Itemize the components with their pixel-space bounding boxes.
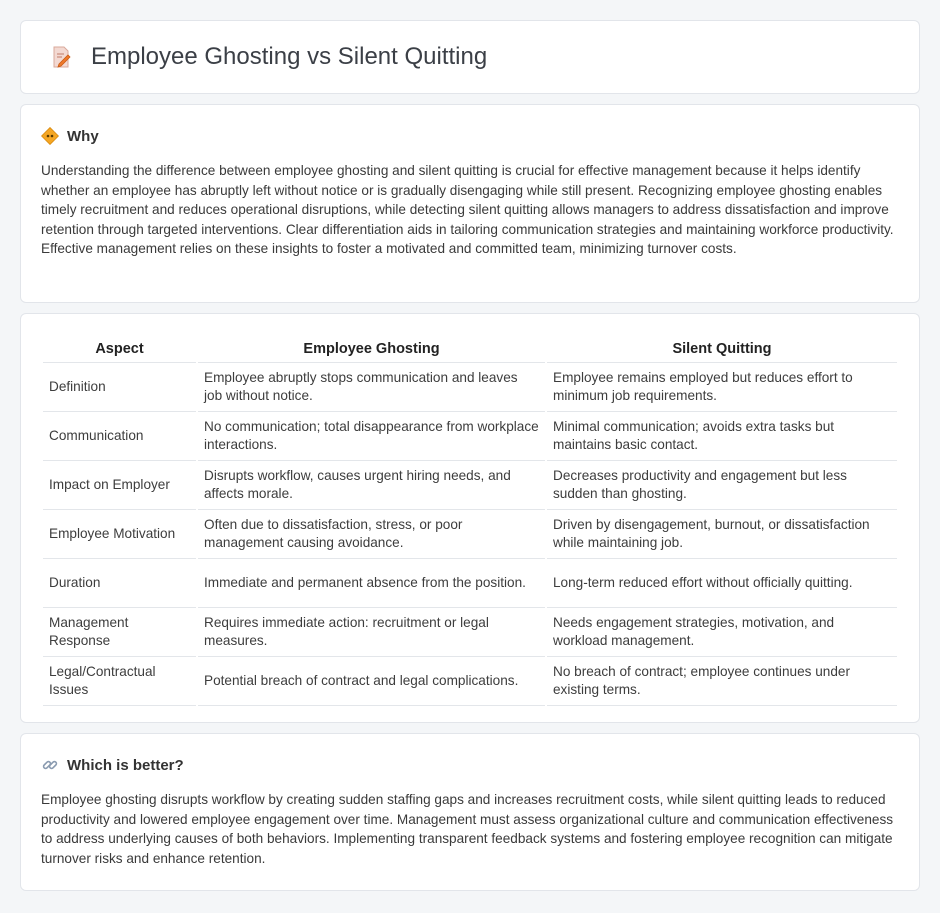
- why-text: Understanding the difference between employee ghosting and silent quitting is crucial for effective management because it helps identify whether an employee has abruptly left without notice or is gradually disengaging while still present. Recognizing employee ghosting enables timely recruitment and reduces operational disruptions, while detecting silent quitting allows managers to address dissatisfaction and improve retention through targeted interventions. Clear differentiation aids in tailoring communication strategies and maintaining workforce productivity. Effective management relies on these insights to foster a motivated and committed team, minimizing turnover costs.: [41, 163, 894, 256]
- comparison-table: [41, 334, 899, 706]
- row-ghosting: Requires immediate action: recruitment or legal measures.: [198, 608, 545, 657]
- header-aspect: Aspect: [43, 334, 196, 363]
- header-silent-quitting: Silent Quitting: [547, 334, 897, 363]
- table-row: [43, 412, 897, 461]
- which-title: Which is better?: [67, 756, 184, 774]
- row-ghosting: Disrupts workflow, causes urgent hiring needs, and affects morale.: [198, 461, 545, 510]
- row-ghosting: Employee abruptly stops communication and leaves job without notice.: [198, 363, 545, 412]
- table-row: [43, 461, 897, 510]
- row-silent: Decreases productivity and engagement but less sudden than ghosting.: [547, 461, 897, 510]
- row-silent: Employee remains employed but reduces effort to minimum job requirements.: [547, 363, 897, 412]
- row-silent: Minimal communication; avoids extra tasks but maintains basic contact.: [547, 412, 897, 461]
- table-row: [43, 608, 897, 657]
- page-title: Employee Ghosting vs Silent Quitting: [91, 43, 488, 70]
- diamond-warning-icon: [41, 127, 59, 145]
- row-ghosting: No communication; total disappearance from workplace interactions.: [198, 412, 545, 461]
- table-row: [43, 510, 897, 559]
- title-card: [20, 20, 920, 94]
- row-aspect: Management Response: [43, 608, 196, 657]
- link-icon: [41, 756, 59, 774]
- why-title: Why: [67, 127, 99, 145]
- table-row: [43, 657, 897, 706]
- row-silent: Needs engagement strategies, motivation, and workload management.: [547, 608, 897, 657]
- table-row: [43, 363, 897, 412]
- row-silent: Long-term reduced effort without officially quitting.: [547, 559, 897, 608]
- row-aspect: Employee Motivation: [43, 510, 196, 559]
- header-employee-ghosting: Employee Ghosting: [198, 334, 545, 363]
- row-ghosting: Immediate and permanent absence from the position.: [198, 559, 545, 608]
- comparison-table-card: [20, 313, 920, 723]
- which-section: [20, 733, 920, 891]
- row-aspect: Definition: [43, 363, 196, 412]
- table-row: [43, 559, 897, 608]
- row-ghosting: Often due to dissatisfaction, stress, or poor management causing avoidance.: [198, 510, 545, 559]
- row-aspect: Duration: [43, 559, 196, 608]
- why-section: [20, 104, 920, 303]
- row-aspect: Communication: [43, 412, 196, 461]
- row-silent: No breach of contract; employee continues under existing terms.: [547, 657, 897, 706]
- row-aspect: Legal/Contractual Issues: [43, 657, 196, 706]
- document-pencil-icon: [49, 45, 73, 69]
- row-ghosting: Potential breach of contract and legal complications.: [198, 657, 545, 706]
- which-text: Employee ghosting disrupts workflow by creating sudden staffing gaps and increases recruitment costs, while silent quitting leads to reduced productivity and lowered employee engagement over time. Management must assess organizational culture and communication effectiveness to address underlying causes of both behaviors. Implementing transparent feedback systems and fostering employee recognition can mitigate turnover risks and enhance retention.: [41, 792, 894, 866]
- row-silent: Driven by disengagement, burnout, or dissatisfaction while maintaining job.: [547, 510, 897, 559]
- table-header-row: [43, 334, 897, 363]
- row-aspect: Impact on Employer: [43, 461, 196, 510]
